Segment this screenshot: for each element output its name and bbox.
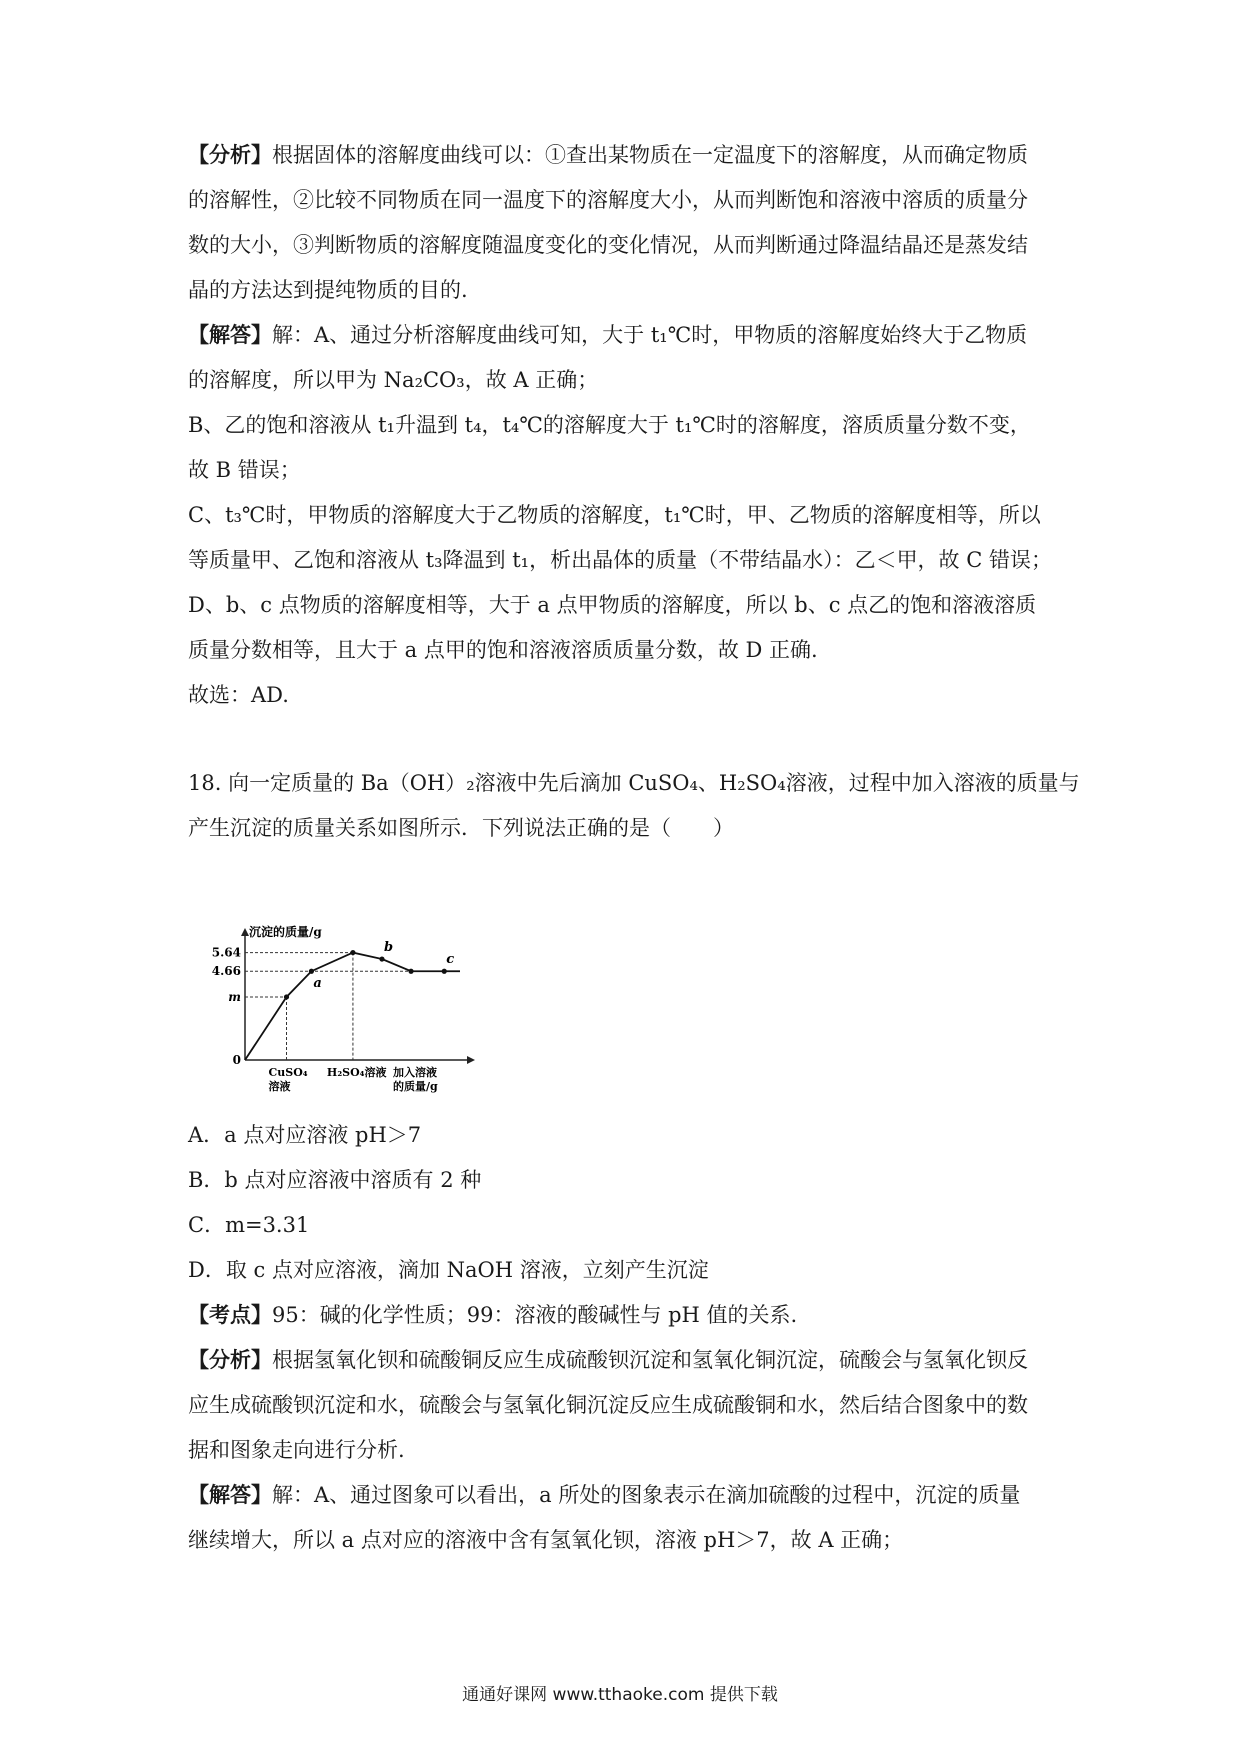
y-tick-label: 4.66 bbox=[211, 964, 241, 979]
data-point bbox=[408, 969, 413, 974]
p17-analysis-line-3: 晶的方法达到提纯物质的目的. bbox=[188, 278, 468, 302]
q18-analysis-line-0: 【分析】根据氢氧化钡和硫酸铜反应生成硫酸钡沉淀和氢氧化铜沉淀，硫酸会与氢氧化钡反 bbox=[188, 1347, 1028, 1372]
p17-analysis-line-1: 的溶解性，②比较不同物质在同一温度下的溶解度大小，从而判断饱和溶液中溶质的质量分 bbox=[188, 188, 1028, 212]
q18-kaodian: 【考点】95：碱的化学性质；99：溶液的酸碱性与 pH 值的关系. bbox=[188, 1302, 798, 1327]
p17-answer-line-0: 【解答】解：A、通过分析溶解度曲线可知，大于 t₁℃时，甲物质的溶解度始终大于乙物质 bbox=[188, 322, 1028, 347]
y-tick-label: 0 bbox=[232, 1053, 241, 1067]
p17-answer-line-3: 故 B 错误； bbox=[188, 458, 301, 482]
option-c: C．m=3.31 bbox=[188, 1213, 310, 1237]
data-point bbox=[284, 994, 289, 999]
x-label-cuso4-2: 溶液 bbox=[268, 1080, 291, 1093]
series-line bbox=[245, 953, 444, 1060]
q18-answer-line-0: 【解答】解：A、通过图象可以看出，a 所处的图象表示在滴加硫酸的过程中，沉淀的质量 bbox=[188, 1482, 1021, 1507]
p17-answer-line-6: D、b、c 点物质的溶解度相等，大于 a 点甲物质的溶解度，所以 b、c 点乙的饱和溶液溶质 bbox=[188, 593, 1037, 617]
p17-answer-line-5: 等质量甲、乙饱和溶液从 t₃降温到 t₁，析出晶体的质量（不带结晶水）：乙＜甲，故 C 错误； bbox=[188, 548, 1052, 572]
point-label-a: a bbox=[313, 976, 322, 992]
analysis-tag: 【分析】 bbox=[188, 142, 272, 167]
p17-answer-line-8: 故选：AD. bbox=[188, 683, 289, 707]
data-point bbox=[442, 969, 447, 974]
answer-tag: 【解答】 bbox=[188, 1482, 272, 1507]
x-axis-arrow bbox=[467, 1056, 475, 1064]
data-point bbox=[350, 950, 355, 955]
point-label-b: b bbox=[383, 940, 394, 956]
y-axis-label: 沉淀的质量/g bbox=[249, 925, 322, 939]
q18-answer-line-1: 继续增大，所以 a 点对应的溶液中含有氢氧化钡，溶液 pH＞7，故 A 正确； bbox=[188, 1528, 904, 1552]
y-axis-arrow bbox=[241, 928, 249, 936]
analysis-tag: 【分析】 bbox=[188, 1347, 272, 1372]
data-point bbox=[379, 956, 384, 961]
data-point bbox=[309, 969, 314, 974]
kaodian-tag: 【考点】 bbox=[188, 1302, 272, 1327]
y-tick-label: m bbox=[228, 989, 241, 1004]
x-axis-label-1: 加入溶液 bbox=[393, 1066, 437, 1079]
p17-answer-line-2: B、乙的饱和溶液从 t₁升温到 t₄，t₄℃的溶解度大于 t₁℃时的溶解度，溶质质量分数不变， bbox=[188, 413, 1031, 437]
p17-answer-line-4: C、t₃℃时，甲物质的溶解度大于乙物质的溶解度，t₁℃时，甲、乙物质的溶解度相等，所以 bbox=[188, 503, 1041, 527]
option-d: D．取 c 点对应溶液，滴加 NaOH 溶液，立刻产生沉淀 bbox=[188, 1258, 709, 1282]
option-a: A．a 点对应溶液 pH＞7 bbox=[188, 1123, 422, 1147]
x-label-h2so4: H₂SO₄溶液 bbox=[326, 1066, 387, 1079]
p17-answer-line-1: 的溶解度，所以甲为 Na₂CO₃，故 A 正确； bbox=[188, 368, 599, 392]
y-tick-label: 5.64 bbox=[211, 945, 241, 960]
q18-analysis-line-2: 据和图象走向进行分析. bbox=[188, 1438, 405, 1462]
answer-tag: 【解答】 bbox=[188, 322, 272, 347]
q18-analysis-line-1: 应生成硫酸钡沉淀和水，硫酸会与氢氧化铜沉淀反应生成硫酸铜和水，然后结合图象中的数 bbox=[188, 1393, 1028, 1417]
p17-answer-line-7: 质量分数相等，且大于 a 点甲的饱和溶液溶质质量分数，故 D 正确. bbox=[188, 638, 818, 662]
x-label-cuso4: CuSO₄ bbox=[268, 1066, 308, 1079]
p17-analysis-line-0: 【分析】根据固体的溶解度曲线可以：①查出某物质在一定温度下的溶解度，从而确定物质 bbox=[188, 142, 1028, 167]
q18-stem-line-1: 产生沉淀的质量关系如图所示．下列说法正确的是（ ） bbox=[188, 816, 734, 840]
chart-svg bbox=[205, 925, 475, 1110]
precipitate-mass-chart bbox=[205, 925, 475, 1110]
q18-stem-line-0: 18. 向一定质量的 Ba（OH）₂溶液中先后滴加 CuSO₄、H₂SO₄溶液，过程中加入溶液的质量与 bbox=[188, 771, 1080, 795]
option-b: B．b 点对应溶液中溶质有 2 种 bbox=[188, 1168, 482, 1192]
x-axis-label-2: 的质量/g bbox=[393, 1080, 438, 1093]
point-label-c: c bbox=[446, 952, 455, 968]
page-footer: 通通好课网 www.tthaoke.com 提供下载 bbox=[462, 1685, 778, 1705]
p17-analysis-line-2: 数的大小，③判断物质的溶解度随温度变化的变化情况，从而判断通过降温结晶还是蒸发结 bbox=[188, 233, 1028, 257]
